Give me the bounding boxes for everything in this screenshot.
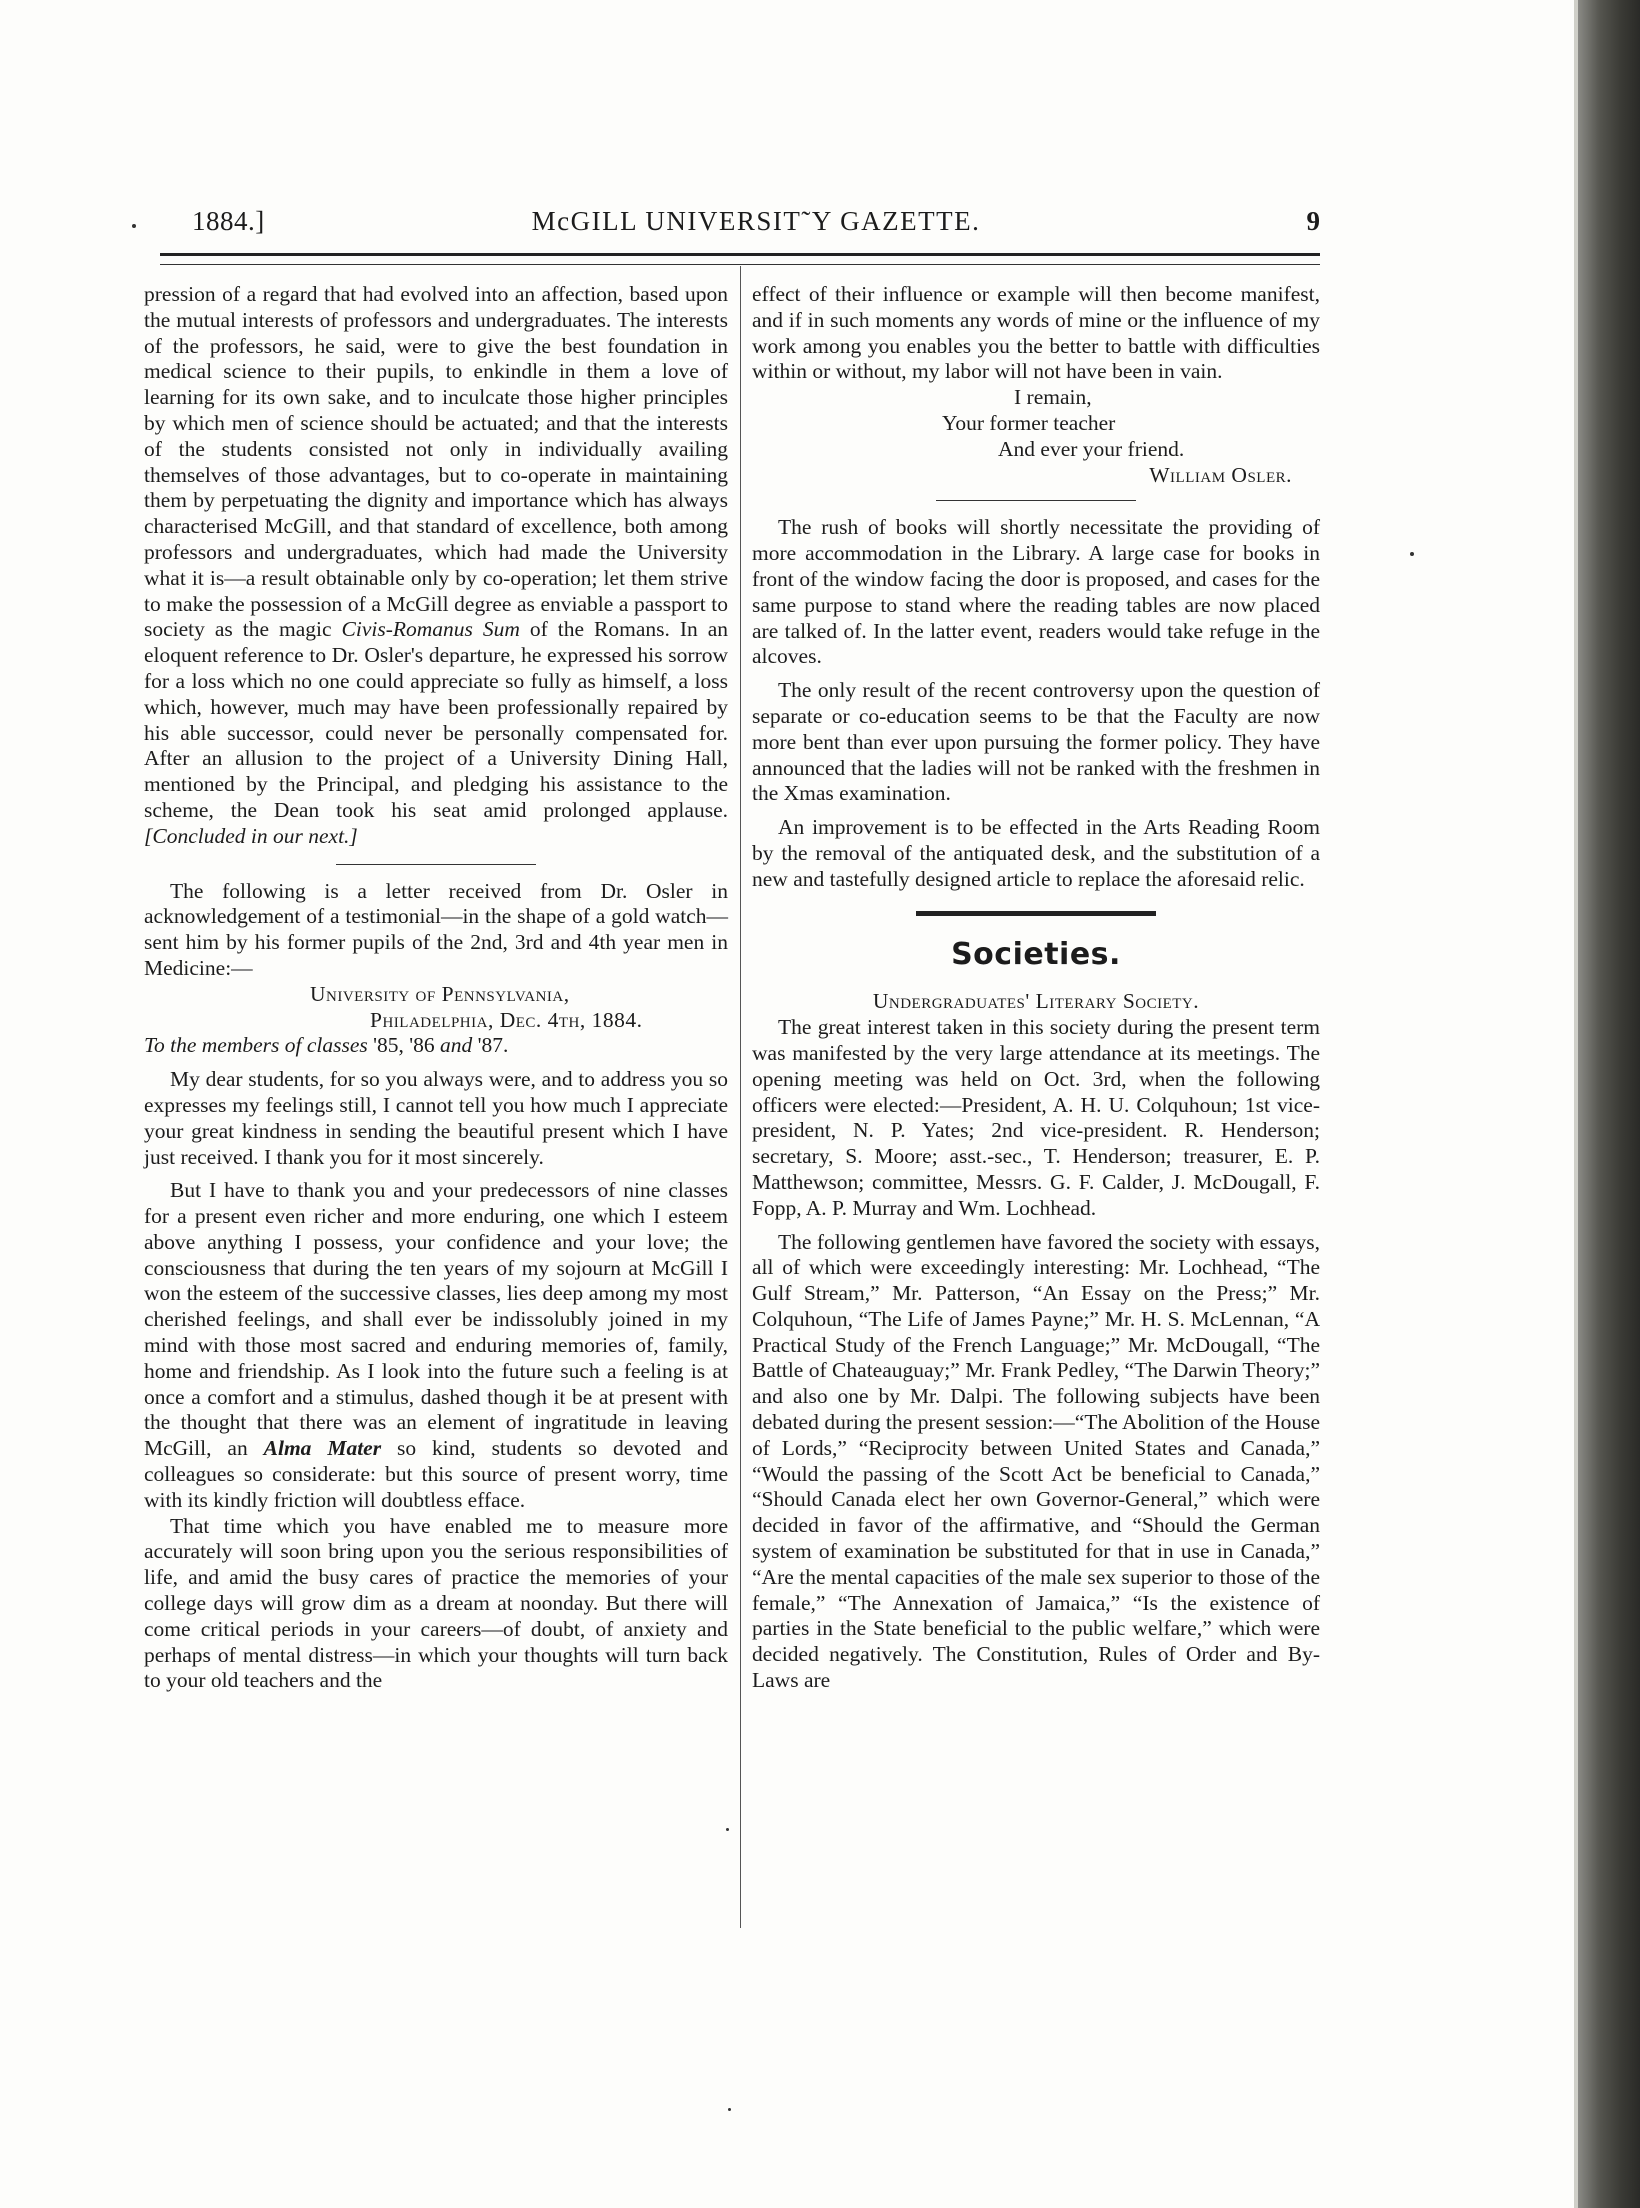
continued-note: [Concluded in our next.] bbox=[144, 823, 358, 848]
salutation-last-year: '87. bbox=[477, 1033, 509, 1058]
closing-friend: And ever your friend. bbox=[998, 436, 1185, 461]
letter-paragraph-2 bbox=[144, 1178, 728, 1513]
section-rule bbox=[336, 864, 536, 865]
society-essays-paragraph: The following gentlemen have favored the society with essays, all of which were exceedingly interesting: Mr. Lochhead, “The Gulf Stream,” Mr. Patterson, “An Essay on the Press;” Mr. Colquhoun, “The Life of James Payne;” Mr. H. S. McLennan, “A Practical Study of the French Language;” Mr. McDougall, “The Battle of Chateauguay;” Mr. Frank Pedley, “The Darwin Theory;” and also one by Mr. Dalpi. The following subjects have been debated during the present session:—“The Abolition of the House of Lords,” “Reciprocity between United States and Canada,” “Would the passing of the Scott Act be beneficial to Canada,” “Should Canada elect her own Governor-General,” which were decided in favor of the affirmative, and “Should the German system of examination be substituted for that in use in Canada,” “Are the mental capacities of the male sex superior to those of the female,” “The Annexation of Jamaica,” “Is the existence of parties in the State beneficial to the public welfare,” which were decided negatively. The Constitution, Rules of Order and By-Laws are bbox=[752, 1229, 1320, 1693]
societies-heading: Societies. bbox=[951, 936, 1121, 972]
society-officers-paragraph: The great interest taken in this society during the present term was manifested by the very large attendance at its meetings. The opening meeting was held on Oct. 3rd, when the following officers were elected:—President, A. H. U. Colquhoun; 1st vice-president, N. P. Yates; 2nd vice-president. R. Henderson; secretary, S. Moore; asst.-sec., T. Henderson; treasurer, E. P. Matthewson; committee, Messrs. G. F. Calder, J. McDougall, F. Fopp, A. P. Murray and Wm. Lochhead. bbox=[752, 1015, 1320, 1220]
column-divider bbox=[740, 266, 741, 1928]
news-library: The rush of books will shortly necessitate the providing of more accommodation in the Library. A large case for books in front of the window facing the door is proposed, and cases for the same purpose to stand where the reading tables are now placed are talked of. In the latter event, readers would take refuge in the alcoves. bbox=[752, 515, 1320, 669]
news-rule bbox=[936, 500, 1136, 501]
salutation-years: '85, '86 bbox=[373, 1033, 435, 1058]
left-column bbox=[144, 282, 728, 1694]
letter-continuation: effect of their influence or example will then become manifest, and if in such moments any words of mine or the influence of my work among you enables you the better to battle with difficulties within or without, my labor will not have been in vain. bbox=[752, 282, 1320, 384]
page-number: 9 bbox=[1306, 206, 1320, 236]
literary-society-heading: Undergraduates' Literary Society. bbox=[872, 989, 1200, 1014]
signature: William Osler. bbox=[1149, 462, 1292, 487]
letter-paragraph-1: My dear students, for so you always were, and to address you so expresses my feelings still, I cannot tell you how much I appreciate your great kindness in sending the beautiful present which I have just received. I thank you for it most sincerely. bbox=[144, 1067, 728, 1169]
alma-mater-phrase: Alma Mater bbox=[263, 1436, 382, 1461]
header-double-rule bbox=[160, 253, 1320, 265]
print-speck bbox=[728, 2108, 731, 2111]
letter-paragraph-2-text: But I have to thank you and your predecessors of nine classes for a present even richer and more enduring, one which I esteem above anything I possess, your confidence and your love; the consciousness that during the ten years of my sojourn at McGill I won the esteem of the successive classes, lies deep among my most cherished feelings, and shall ever be indissolubly joined in my mind with those most sacred and enduring memories of, family, home and friendship. As I look into the future such a feeling is at once a comfort and a stimulus, dashed though it be at present with the thought that there was an element of ingratitude in leaving McGill, an bbox=[144, 1178, 728, 1461]
letter-paragraph-2-end: so kind, students so devoted and colleagues so considerate: but this source of present worry, time with its kindly friction will doubtless efface. bbox=[144, 1436, 729, 1512]
closing-remain: I remain, bbox=[1014, 385, 1092, 410]
running-header bbox=[192, 206, 1320, 246]
print-speck bbox=[726, 1828, 729, 1831]
letter-salutation bbox=[144, 1033, 728, 1059]
news-coeducation: The only result of the recent controversy upon the question of separate or co-education seems to be that the Faculty are now more bent than ever upon pursuing the former policy. They have announced that the ladies will not be ranked with the freshmen in the Xmas examination. bbox=[752, 678, 1320, 806]
right-column bbox=[752, 282, 1320, 1694]
convocation-paragraph bbox=[144, 282, 728, 850]
header-year: 1884.] bbox=[192, 206, 265, 236]
letter-paragraph-3: That time which you have enabled me to measure more accurately will soon bring upon you the serious responsibilities of life, and amid the busy cares of practice the memories of your college days will grow dim as a dream at noonday. But there will come critical periods in your careers—of doubt, of anxiety and perhaps of mental distress—in which your thoughts will turn back to your old teachers and the bbox=[144, 1513, 728, 1693]
print-speck bbox=[132, 224, 136, 228]
letter-address-institution: University of Pennsylvania, bbox=[310, 981, 570, 1006]
header-title: McGILL UNIVERSIT˜Y GAZETTE. bbox=[531, 206, 981, 236]
salutation-to: To the members of classes bbox=[144, 1033, 368, 1058]
salutation-and: and bbox=[440, 1033, 473, 1058]
letter-intro: The following is a letter received from Dr. Osler in acknowledgement of a testimonial—in the shape of a gold watch—sent him by his former pupils of the 2nd, 3rd and 4th year men in Medicine:— bbox=[144, 878, 728, 980]
convocation-text: pression of a regard that had evolved into an affection, based upon the mutual interests of professors and undergraduates. The interests of the professors, he said, were to give the best foundation in medical science to their pupils, to enkindle in them a love of learning for its own sake, and to inculcate those higher principles by which men of science should be actuated; and that the interests of the students consisted not only in individually availing themselves of those advantages, but to co-operate in maintaining them by perpetuating the dignity and importance which has always characterised McGill, and that standard of excellence, both among professors and undergraduates, which had made the University what it is—a result obtainable only by co-operation; let them strive to make the possession of a McGill degree as enviable a passport to society as the magic bbox=[144, 282, 728, 642]
page-edge-shadow bbox=[1578, 0, 1640, 2208]
convocation-text-end: of the Romans. In an eloquent reference to Dr. Osler's departure, he expressed his sorrow for a loss which no one could appreciate so fully as himself, a loss which, however, much may have been professionally repaired by his able successor, could never be personally compensated for. After an allusion to the project of a University Dining Hall, mentioned by the Principal, and pledging his assistance to the scheme, the Dean took his seat amid prolonged applause. bbox=[144, 617, 729, 822]
letter-address-place-date: Philadelphia, Dec. 4th, 1884. bbox=[370, 1007, 643, 1032]
closing-teacher: Your former teacher bbox=[942, 410, 1116, 435]
societies-rule bbox=[916, 911, 1156, 916]
print-speck bbox=[1410, 552, 1414, 556]
news-reading-room: An improvement is to be effected in the Arts Reading Room by the removal of the antiquated desk, and the substitution of a new and tastefully designed article to replace the aforesaid relic. bbox=[752, 815, 1320, 891]
latin-phrase: Civis-Romanus Sum bbox=[341, 617, 520, 642]
